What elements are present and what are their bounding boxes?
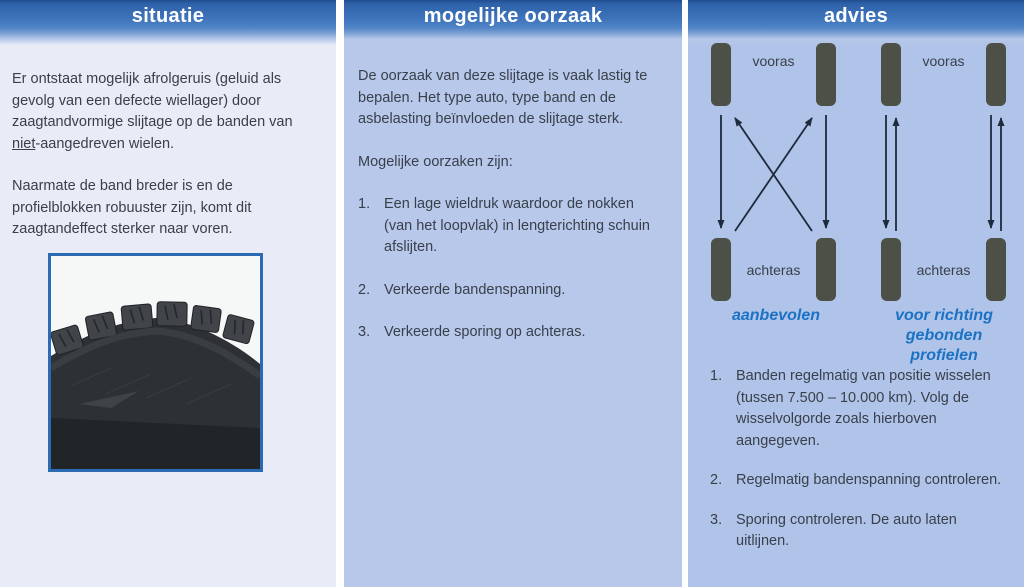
panel-header-oorzaak [344, 0, 682, 46]
list-number: 3. [358, 324, 371, 340]
list-text: Regelmatig bandenspanning controleren. [736, 472, 1002, 488]
list-text: Een lage wieldruk waardoor de nokken (van het loopvlak) in lengterichting schuin afslijten. [384, 196, 650, 255]
situatie-p1-before: Er ontstaat mogelijk afrolgeruis (geluid als gevolg van een defecte wiellager) door zaagtandvormige slijtage op de banden van [12, 71, 293, 130]
panel-title-oorzaak: mogelijke oorzaak [423, 5, 603, 27]
list-number: 2. [710, 472, 723, 488]
front-axle-label-right: vooras [922, 53, 965, 69]
caption-line-1: voor richting [895, 307, 993, 324]
situatie-p1-underlined-word: niet [12, 135, 36, 152]
oorzaak-list-item-3 [358, 322, 668, 344]
list-number: 3. [710, 511, 723, 528]
panel-mogelijke-oorzaak [344, 0, 682, 587]
tire-photo-illustration [51, 256, 260, 469]
panel-advies [688, 0, 1024, 587]
diagram-caption-directional [874, 306, 1014, 366]
panel-title-situatie: situatie [131, 5, 205, 27]
caption-line-2: gebonden profielen [905, 327, 983, 364]
diagram-caption-recommended: aanbevolen [731, 307, 821, 324]
front-axle-label-left: vooras [752, 53, 795, 69]
advies-list-item-3 [710, 510, 1012, 553]
panel-situatie [0, 0, 336, 587]
list-text: Verkeerde bandenspanning. [384, 281, 566, 298]
list-text: Sporing controleren. De auto laten uitlijnen. [736, 511, 957, 549]
list-number: 2. [358, 281, 371, 298]
list-text: Banden regelmatig van positie wisselen (tussen 7.500 – 10.000 km). Volg de wisselvolgorde zoals hierboven aangegeven. [736, 368, 991, 449]
advies-list [688, 366, 1024, 553]
situatie-p1-after: -aangedreven wielen. [35, 135, 175, 152]
oorzaak-paragraph-1: De oorzaak van deze slijtage is vaak lastig te bepalen. Het type auto, type band en de asbelasting beïnvloeden de slijtage sterk. [358, 68, 648, 127]
rear-axle-label-left: achteras [746, 262, 801, 278]
oorzaak-list-item-1 [358, 194, 668, 259]
situatie-paragraph-2: Naarmate de band breder is en de profielblokken robuuster zijn, komt dit zaagtandeffect sterker naar voren. [12, 178, 252, 237]
advies-list-item-1 [710, 366, 1012, 452]
oorzaak-body [344, 46, 682, 344]
oorzaak-list-item-2 [358, 280, 668, 302]
rear-axle-label-right: achteras [916, 262, 971, 278]
advies-list-item-2 [710, 470, 1012, 492]
panel-header-situatie [0, 0, 336, 46]
list-text: Verkeerde sporing op achteras. [384, 324, 586, 340]
situatie-paragraph-1 [12, 69, 320, 155]
oorzaak-list-intro: Mogelijke oorzaken zijn: [358, 153, 513, 170]
list-number: 1. [710, 368, 723, 384]
tire-rotation-diagram [688, 0, 1024, 364]
panel-title-advies: advies [823, 5, 889, 27]
situatie-body [0, 46, 336, 241]
list-number: 1. [358, 196, 371, 212]
tire-tread-photo [48, 253, 263, 472]
